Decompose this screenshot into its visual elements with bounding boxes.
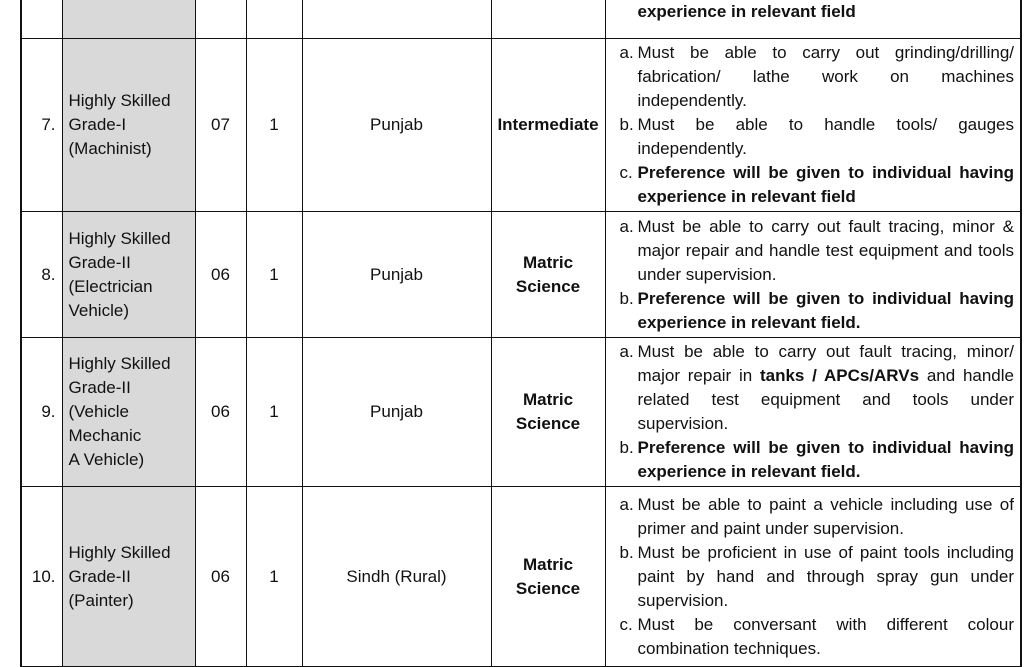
- requirements-list: [612, 340, 1015, 484]
- requirement-marker: b.: [619, 542, 634, 562]
- bps-cell: 06: [195, 338, 246, 487]
- requirement-bold-text: Preference will be given to individual having experience in relevant field: [637, 163, 1014, 206]
- requirement-text: Must be able to handle tools/ gauges independently.: [637, 115, 1014, 158]
- requirement-item: [612, 541, 1015, 613]
- qualification-line: Science: [515, 414, 581, 433]
- serial-number-cell: 9.: [21, 338, 62, 487]
- post-name-line: Highly Skilled: [68, 542, 171, 562]
- requirement-item: [612, 287, 1015, 335]
- post-name-line: (Electrician: [68, 276, 153, 296]
- requirement-bold-text: experience in relevant field: [637, 1, 856, 21]
- bps-cell: 07: [195, 39, 246, 212]
- table-row: [21, 39, 1021, 212]
- table-row: [21, 338, 1021, 487]
- post-name-line: Highly Skilled: [68, 354, 171, 373]
- bps-cell: 06: [195, 487, 246, 667]
- requirement-marker: b.: [619, 115, 634, 134]
- requirement-item: [612, 215, 1015, 287]
- qualification-line: Science: [515, 578, 581, 598]
- vacancy-count-cell: 1: [246, 487, 302, 667]
- domicile-cell: Punjab: [302, 212, 491, 338]
- requirement-bold-text: Preference will be given to individual having experience in relevant field.: [637, 438, 1014, 481]
- post-name-line: Highly Skilled: [68, 91, 171, 110]
- table-body: [21, 0, 1021, 667]
- requirement-marker: a.: [619, 216, 634, 236]
- post-name-cell: [62, 487, 195, 667]
- post-name-cell: [62, 212, 195, 338]
- serial-number-cell: [21, 0, 62, 39]
- requirement-text: Must be able to carry out fault tracing, minor/ major repair in: [637, 342, 1014, 385]
- post-name-line: Grade-II: [68, 252, 131, 272]
- requirement-text: Must be able to paint a vehicle including use of primer and paint under supervision.: [637, 494, 1014, 538]
- post-name-cell: [62, 0, 195, 39]
- post-name-line: Grade-II: [68, 378, 131, 397]
- requirements-cell: [605, 338, 1021, 487]
- vacancy-count-cell: [246, 0, 302, 39]
- post-name-line: A Vehicle): [68, 450, 145, 469]
- table-row: [21, 0, 1021, 39]
- vacancy-count-cell: 1: [246, 338, 302, 487]
- qualification-line: Science: [515, 276, 581, 296]
- requirement-marker: a.: [619, 494, 634, 514]
- requirement-item: [612, 436, 1015, 484]
- requirement-item: [612, 613, 1015, 661]
- requirement-bold-text: tanks / APCs/ARVs: [759, 366, 920, 385]
- requirement-item: [612, 161, 1015, 209]
- qualification-cell: [491, 338, 605, 487]
- requirement-item: [612, 493, 1015, 541]
- table-row: [21, 212, 1021, 338]
- post-name-line: (Machinist): [68, 139, 152, 158]
- post-name-line: Vehicle): [68, 300, 129, 320]
- qualification-line: Matric: [522, 554, 574, 574]
- serial-number-cell: 7.: [21, 39, 62, 212]
- requirement-marker: b.: [619, 438, 634, 457]
- bps-cell: 06: [195, 212, 246, 338]
- requirements-cell: [605, 0, 1021, 39]
- post-name-line: Mechanic: [68, 426, 142, 445]
- qualification-line: Intermediate: [497, 115, 599, 134]
- requirement-text: Must be able to carry out fault tracing, minor & major repair and handle test equipment and tools under supervision.: [637, 216, 1014, 284]
- requirements-cell: [605, 39, 1021, 212]
- qualification-line: Matric: [522, 252, 574, 272]
- qualification-cell: [491, 212, 605, 338]
- requirements-cell: [605, 212, 1021, 338]
- domicile-cell: Punjab: [302, 39, 491, 212]
- requirement-item: [612, 340, 1015, 436]
- requirement-item: [612, 41, 1015, 113]
- domicile-cell: [302, 0, 491, 39]
- serial-number-cell: 10.: [21, 487, 62, 667]
- requirement-text: Must be conversant with different colour combination techniques.: [637, 614, 1014, 658]
- vacancy-count-cell: 1: [246, 212, 302, 338]
- post-name-line: (Vehicle: [68, 402, 129, 421]
- post-name-cell: [62, 338, 195, 487]
- post-name-line: Grade-I: [68, 115, 127, 134]
- domicile-cell: Punjab: [302, 338, 491, 487]
- post-name-line: Highly Skilled: [68, 228, 171, 248]
- requirement-item: [612, 113, 1015, 161]
- domicile-cell: Sindh (Rural): [302, 487, 491, 667]
- requirement-marker: a.: [619, 43, 634, 62]
- qualification-cell: [491, 39, 605, 212]
- post-name-cell: [62, 39, 195, 212]
- qualification-line: Matric: [522, 390, 574, 409]
- requirement-marker: a.: [619, 342, 634, 361]
- requirement-text: and handle related test equipment and tools under supervision.: [637, 366, 1014, 433]
- requirement-item: [612, 0, 1015, 24]
- requirement-bold-text: Preference will be given to individual having experience in relevant field.: [637, 288, 1014, 332]
- requirements-list: [612, 215, 1015, 335]
- requirements-cell: [605, 487, 1021, 667]
- requirements-list: [612, 0, 1015, 24]
- requirement-text: Must be proficient in use of paint tools including paint by hand and through spray gun under supervision.: [637, 542, 1014, 610]
- post-name-line: Grade-II (Painter): [68, 566, 134, 610]
- requirement-text: Must be able to carry out grinding/drilling/ fabrication/ lathe work on machines independently.: [637, 43, 1014, 110]
- qualification-cell: [491, 487, 605, 667]
- requirements-list: [612, 41, 1015, 209]
- qualification-cell: [491, 0, 605, 39]
- requirements-list: [612, 493, 1015, 661]
- table-row: [21, 487, 1021, 667]
- vacancy-count-cell: 1: [246, 39, 302, 212]
- requirement-marker: b.: [619, 288, 634, 308]
- requirement-marker: c.: [619, 163, 633, 182]
- job-vacancy-table: [20, 0, 1022, 667]
- bps-cell: [195, 0, 246, 39]
- requirement-marker: c.: [619, 614, 633, 634]
- serial-number-cell: 8.: [21, 212, 62, 338]
